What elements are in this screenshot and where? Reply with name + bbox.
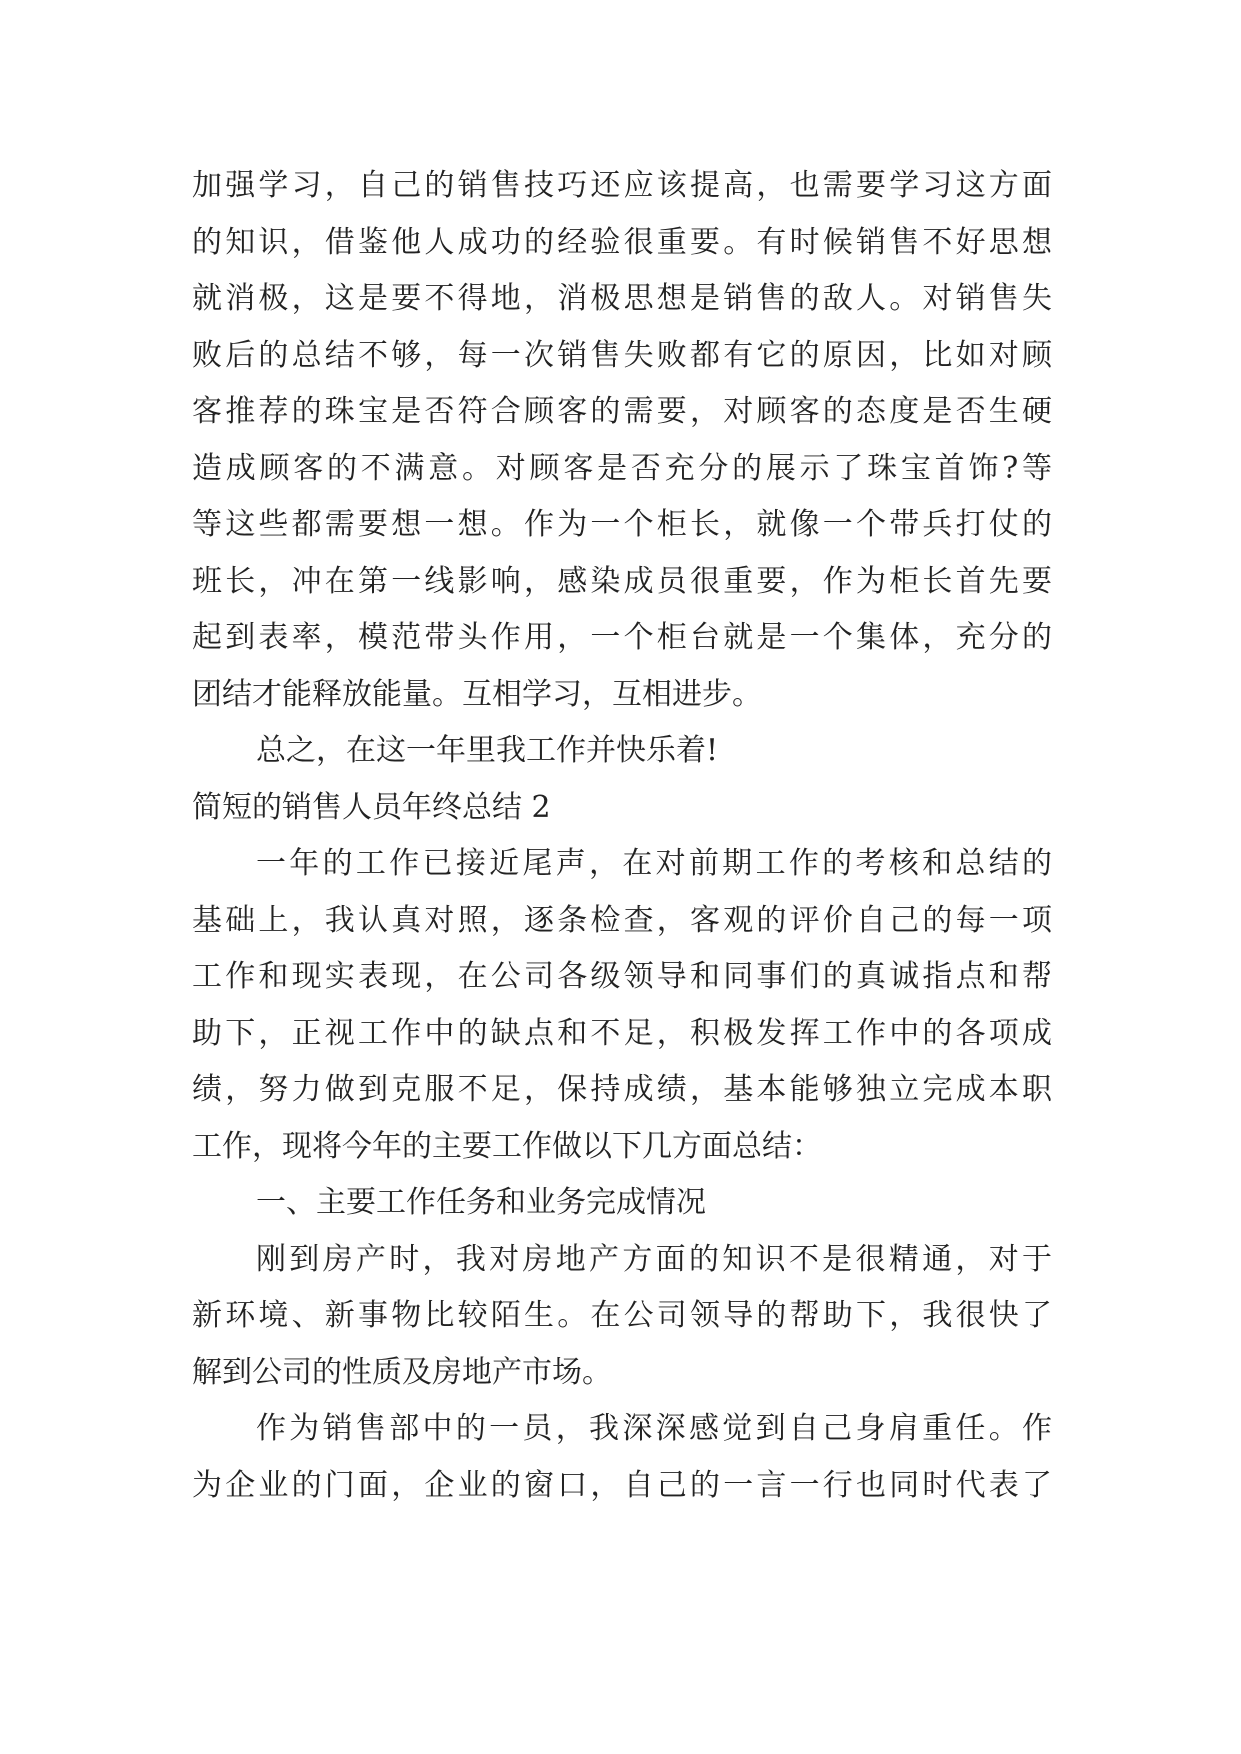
text-line: 就消极，这是要不得地，消极思想是销售的敌人。对销售失	[192, 281, 1052, 316]
text-line: 班长，冲在第一线影响，感染成员很重要，作为柜长首先要	[192, 563, 1052, 599]
text-line: 刚到房产时，我对房地产方面的知识不是很精通，对于	[256, 1241, 1052, 1277]
conclusion-line: 总之，在这一年里我工作并快乐着!	[256, 733, 719, 768]
text-line: 为企业的门面，企业的窗口，自己的一言一行也同时代表了	[192, 1467, 1052, 1503]
text-line: 工作，现将今年的主要工作做以下几方面总结：	[192, 1128, 822, 1164]
text-line: 绩，努力做到克服不足，保持成绩，基本能够独立完成本职	[192, 1072, 1052, 1107]
text-line: 客推荐的珠宝是否符合顾客的需要，对顾客的态度是否生硬	[192, 394, 1052, 429]
subsection-heading: 一、主要工作任务和业务完成情况	[256, 1185, 706, 1220]
text-line: 加强学习，自己的销售技巧还应该提高，也需要学习这方面	[192, 168, 1052, 203]
text-line: 团结才能释放能量。互相学习，互相进步。	[192, 676, 762, 712]
text-line: 起到表率，模范带头作用，一个柜台就是一个集体，充分的	[192, 620, 1052, 655]
text-line: 解到公司的性质及房地产市场。	[192, 1354, 612, 1390]
text-line: 等这些都需要想一想。作为一个柜长，就像一个带兵打仗的	[192, 507, 1052, 542]
section-title: 简短的销售人员年终总结 2	[192, 789, 551, 825]
text-line: 一年的工作已接近尾声，在对前期工作的考核和总结的	[256, 846, 1052, 881]
text-line: 作为销售部中的一员，我深深感觉到自己身肩重任。作	[256, 1411, 1052, 1446]
document-body	[192, 158, 1052, 1514]
text-line: 新环境、新事物比较陌生。在公司领导的帮助下，我很快了	[192, 1298, 1052, 1333]
text-line: 工作和现实表现，在公司各级领导和同事们的真诚指点和帮	[192, 959, 1052, 994]
text-line: 助下，正视工作中的缺点和不足，积极发挥工作中的各项成	[192, 1015, 1052, 1051]
text-line: 败后的总结不够，每一次销售失败都有它的原因，比如对顾	[192, 337, 1052, 373]
text-line: 造成顾客的不满意。对顾客是否充分的展示了珠宝首饰?等	[192, 450, 1052, 486]
text-line: 的知识，借鉴他人成功的经验很重要。有时候销售不好思想	[192, 224, 1052, 260]
text-line: 基础上，我认真对照，逐条检查，客观的评价自己的每一项	[192, 902, 1052, 938]
